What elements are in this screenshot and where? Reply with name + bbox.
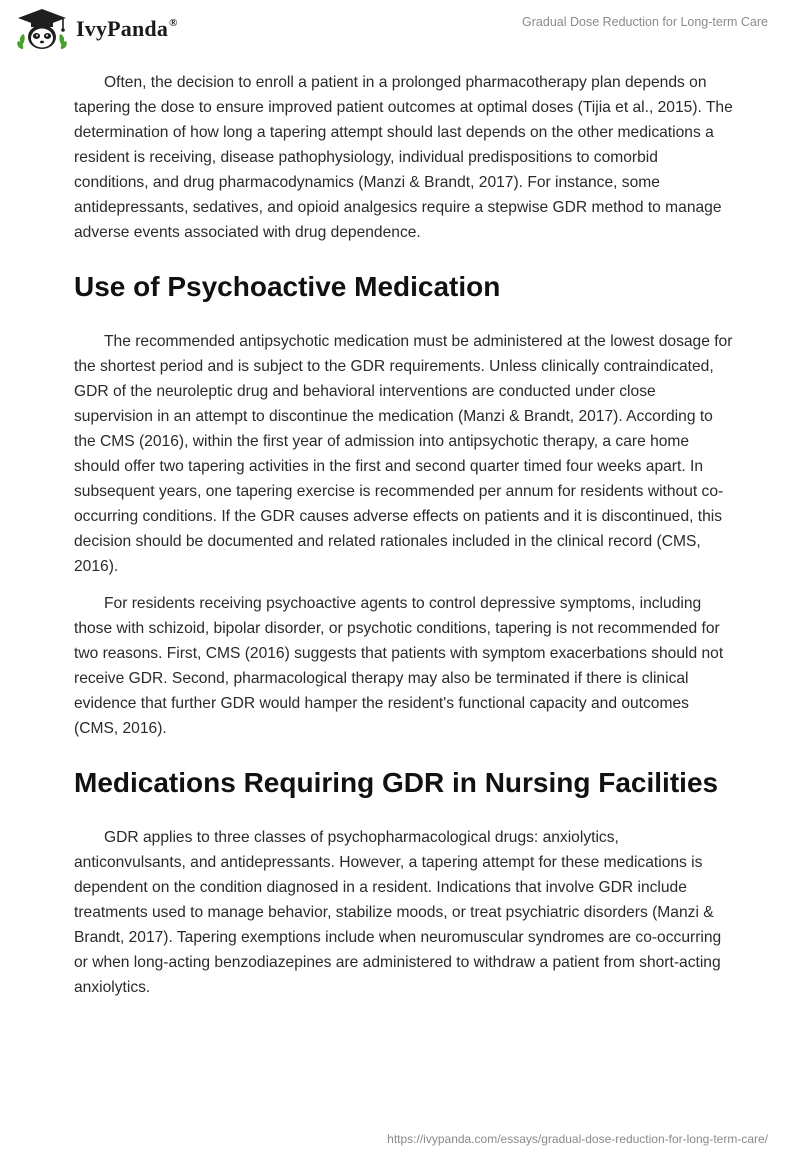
- paragraph: The recommended antipsychotic medication must be administered at the lowest dosage for the shortest period and is subject to the GDR requirements. Unless clinically contraindicated, GDR of the neuroleptic drug and behavioral interventions are conducted under close supervision in an attempt to discontinue the medication (Manzi & Brandt, 2017). According to the CMS (2016), within the first year of admission into antipsychotic therapy, a care home should offer two tapering activities in the first and second quarter timed four weeks apart. In subsequent years, one tapering exercise is recommended per annum for residents without co-occurring conditions. If the GDR causes adverse effects on patients and it is discontinued, this decision should be documented and related rationales included in the clinical record (CMS, 2016).: [74, 333, 733, 575]
- brand-logo[interactable]: [14, 7, 178, 51]
- running-title: Gradual Dose Reduction for Long-term Care: [522, 15, 768, 29]
- section-heading: Medications Requiring GDR in Nursing Facilities: [74, 767, 719, 798]
- paragraph: Often, the decision to enroll a patient in a prolonged pharmacotherapy plan depends on tapering the dose to ensure improved patient outcomes at optimal doses (Tijia et al., 2015). The determination of how long a tapering attempt should last depends on the other medications a resident is receiving, disease pathophysiology, individual predispositions to comorbid conditions, and drug pharmacodynamics (Manzi & Brandt, 2017). For instance, some antidepressants, sedatives, and opioid analgesics require a stepwise GDR method to manage adverse events associated with drug dependence.: [74, 74, 733, 241]
- source-url[interactable]: https://ivypanda.com/essays/gradual-dose-reduction-for-long-term-care/: [387, 1132, 768, 1146]
- paragraph: For residents receiving psychoactive agents to control depressive symptoms, including those with schizoid, bipolar disorder, or psychotic conditions, tapering is not recommended for two reasons. First, CMS (2016) suggests that patients with symptom exacerbations should not receive GDR. Second, pharmacological therapy may also be terminated if there is clinical evidence that further GDR would hamper the resident's functional capacity and outcomes (CMS, 2016).: [74, 595, 724, 737]
- page-header: [0, 0, 800, 60]
- essay-content: [74, 70, 734, 1012]
- paragraph: GDR applies to three classes of psychopharmacological drugs: anxiolytics, anticonvulsants, and antidepressants. However, a tapering attempt for these medications is dependent on the condition diagnosed in a resident. Indications that involve GDR include treatments used to manage behavior, stabilize moods, or treat psychiatric disorders (Manzi & Brandt, 2017). Tapering exemptions include when neuromuscular syndromes are co-occurring or when long-acting benzodiazepines are administered to withdraw a patient from short-acting anxiolytics.: [74, 829, 722, 996]
- brand-name: IvyPanda®: [76, 16, 178, 41]
- panda-graduate-icon: [14, 7, 70, 51]
- section-heading: Use of Psychoactive Medication: [74, 271, 501, 302]
